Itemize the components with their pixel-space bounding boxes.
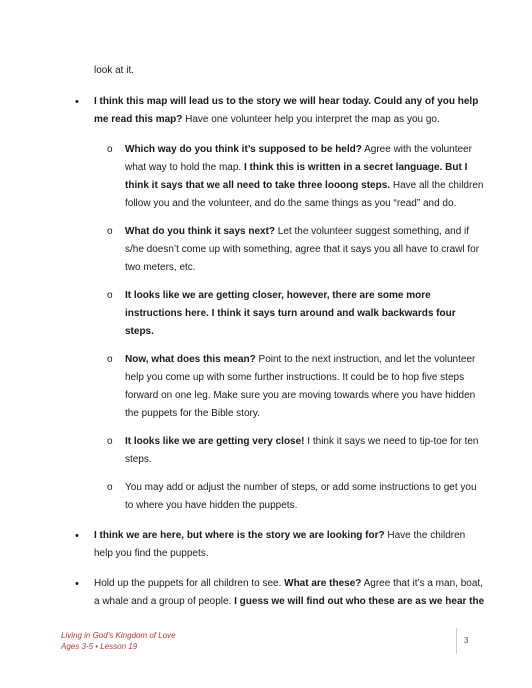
footer-subtitle: Ages 3-5 • Lesson 19 — [61, 642, 138, 651]
sub1-bold-3: think it says that we all need to take three looong steps. — [125, 180, 391, 191]
sub2-line2: s/he doesn’t come up with something, agree that it says you all have to crawl for — [125, 244, 480, 255]
sub1-text-2: what way to hold the map. — [125, 162, 244, 173]
footer-divider — [456, 628, 457, 654]
bullet-icon: • — [75, 96, 79, 108]
sub5-bold-1: It looks like we are getting very close! — [125, 436, 305, 447]
sub2-text-1: Let the volunteer suggest something, and if — [275, 226, 470, 237]
sub1-bold-1: Which way do you think it’s supposed to be held? — [125, 144, 362, 155]
sub1-line3 — [125, 179, 483, 193]
item3-line2 — [94, 595, 484, 609]
item3-line1 — [94, 577, 483, 591]
sub3-line3 — [125, 325, 154, 339]
item1-line1 — [94, 95, 478, 109]
sub-bullet-icon: o — [107, 144, 113, 155]
item2-line1 — [94, 529, 465, 543]
footer — [61, 630, 176, 652]
item1-bold-2: me read this map? — [94, 114, 183, 125]
item1-text-2: Have one volunteer help you interpret the map as you go. — [182, 114, 440, 125]
page-number: 3 — [464, 636, 469, 645]
item1-bold-1: I think this map will lead us to the story we will hear today. Could any of you help — [94, 96, 479, 107]
sub4-bold-1: Now, what does this mean? — [125, 354, 256, 365]
item2-text-1: Have the children — [384, 530, 466, 541]
sub1-line4: follow you and the volunteer, and do the same things as you “read” and do. — [125, 198, 457, 209]
item2-line2: help you find the puppets. — [94, 548, 209, 559]
sub-bullet-icon: o — [107, 354, 113, 365]
sub-bullet-icon: o — [107, 226, 113, 237]
item1-line2 — [94, 113, 440, 127]
sub-bullet-icon: o — [107, 482, 113, 493]
sub2-line3: two meters, etc. — [125, 262, 196, 273]
sub5-line1 — [125, 435, 479, 449]
sub3-line1 — [125, 289, 431, 303]
sub3-line2 — [125, 307, 456, 321]
item3-bold-1: What are these? — [284, 578, 362, 589]
item3-text-1: Hold up the puppets for all children to see. — [94, 578, 285, 589]
footer-title: Living in God’s Kingdom of Love — [61, 631, 176, 640]
bullet-icon: • — [75, 530, 79, 542]
intro-line: look at it. — [94, 65, 135, 76]
sub4-line1 — [125, 353, 475, 367]
sub3-bold-2: instructions here. I think it says turn around and walk backwards four — [125, 308, 456, 319]
sub-bullet-icon: o — [107, 290, 113, 301]
item3-text-2: a whale and a group of people. — [94, 596, 235, 607]
sub4-line4: the puppets for the Bible story. — [125, 408, 260, 419]
sub4-line3: forward on one leg. Make sure you are moving towards where you have hidden — [125, 390, 476, 401]
sub5-text-1: I think it says we need to tip-toe for ten — [304, 436, 479, 447]
sub6-line1: You may add or adjust the number of steps, or add some instructions to get you — [125, 482, 477, 493]
sub2-line1 — [125, 225, 469, 239]
sub4-line2: help you come up with some further instructions. It could be to hop five steps — [125, 372, 465, 383]
sub1-line1 — [125, 143, 472, 157]
sub2-bold-1: What do you think it says next? — [125, 226, 276, 237]
sub5-line2: steps. — [125, 454, 152, 465]
item3-bold-2: I guess we will find out who these are as we hear the — [234, 596, 485, 607]
sub-bullet-icon: o — [107, 436, 113, 447]
sub3-bold-1: It looks like we are getting closer, however, there are some more — [125, 290, 431, 301]
item3-text-1b: Agree that it’s a man, boat, — [361, 578, 483, 589]
sub1-text-3: Have all the children — [390, 180, 484, 191]
sub1-line2 — [125, 161, 467, 175]
sub1-bold-2: I think this is written in a secret language. But I — [243, 162, 468, 173]
sub6-line2: to where you have hidden the puppets. — [125, 500, 298, 511]
sub4-text-1: Point to the next instruction, and let the volunteer — [255, 354, 476, 365]
sub3-bold-3: steps. — [125, 326, 154, 337]
bullet-icon: • — [75, 578, 79, 590]
sub1-text-1: Agree with the volunteer — [361, 144, 472, 155]
item2-bold-1: I think we are here, but where is the story we are looking for? — [94, 530, 385, 541]
